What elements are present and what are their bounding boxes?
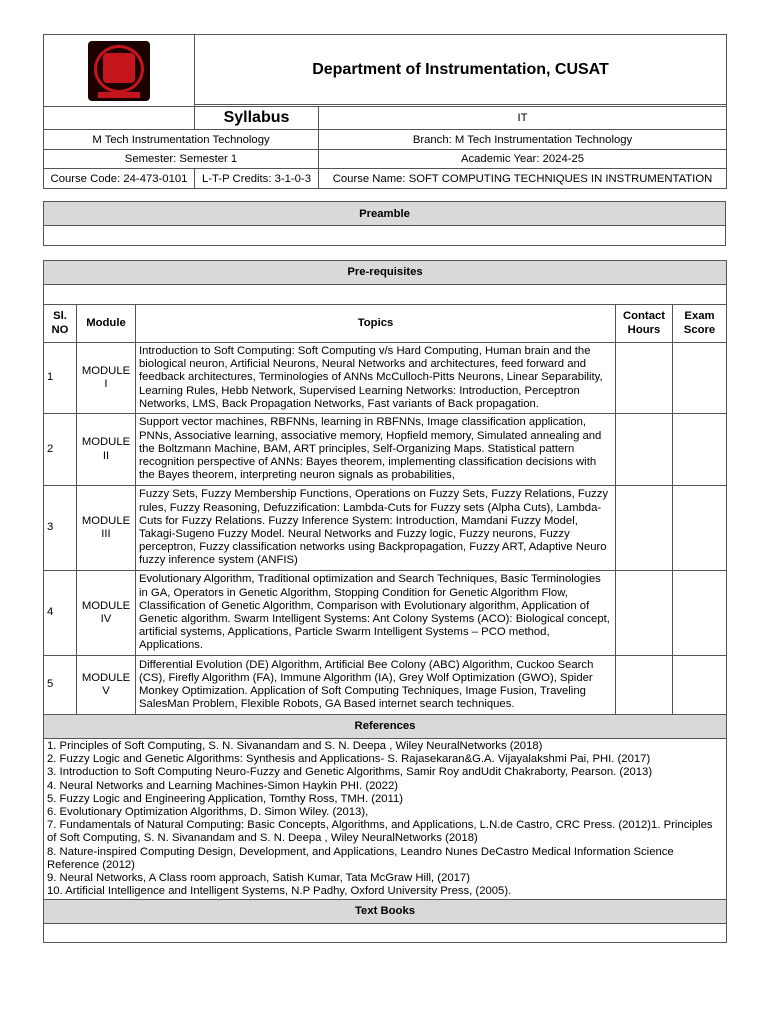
reference-item: 10. Artificial Intelligence and Intelligent Systems, N.P Padhy, Oxford University Press, (2005). [47,885,512,898]
module-row [44,571,727,656]
module-name: MODULE II [77,414,136,486]
academic-year: Academic Year: 2024-25 [319,150,727,169]
cusat-logo [88,41,150,101]
reference-item: 3. Introduction to Soft Computing Neuro-Fuzzy and Genetic Algorithms, Samir Roy andUdit Chakraborty, Pearson. (2013) [47,766,653,779]
module-name: MODULE IV [77,571,136,656]
module-name: MODULE III [77,486,136,571]
contact-hours [616,571,673,656]
module-row [44,414,727,486]
module-row [44,486,727,571]
textbooks-heading: Text Books [44,900,727,924]
prerequisites-body [44,285,727,305]
module-number: 3 [44,486,77,571]
module-name: MODULE I [77,343,136,414]
reference-item: 2. Fuzzy Logic and Genetic Algorithms: Synthesis and Applications- S. Rajasekaran&G.A. Vijayalakshmi Pai, PHI. (2017) [47,753,651,766]
prerequisites-heading: Pre-requisites [44,261,727,285]
reference-item: 5. Fuzzy Logic and Engineering Application, Tomthy Ross, TMH. (2011) [47,792,404,805]
module-topics: Differential Evolution (DE) Algorithm, Artificial Bee Colony (ABC) Algorithm, Cuckoo Search (CS), Firefly Algorithm (FA), Immune Algorithm (IA), Grey Wolf Optimization (GWO), Spider Monkey Optimization. Application of Soft Computing Techniques, Image Fusion, Traveling SalesMan Problem, Flexible Robots, GA Based internet search techniques. [136,656,616,715]
contact-hours [616,414,673,486]
course-name: Course Name: SOFT COMPUTING TECHNIQUES IN INSTRUMENTATION [319,169,727,189]
col-exam-score: Exam Score [673,305,727,343]
exam-score [673,656,727,715]
exam-score [673,414,727,486]
module-number: 4 [44,571,77,656]
references-list [44,739,727,900]
reference-item: 6. Evolutionary Optimization Algorithms, D. Simon Wiley. (2013), [47,806,369,819]
ltp-credits: L-T-P Credits: 3-1-0-3 [195,169,319,189]
module-number: 5 [44,656,77,715]
contact-hours [616,656,673,715]
it-label: IT [319,107,727,130]
col-sl-no: Sl. NO [44,305,77,343]
reference-item: 1. Principles of Soft Computing, S. N. Sivanandam and S. N. Deepa , Wiley NeuralNetworks (2018) [47,740,543,752]
exam-score [673,486,727,571]
module-topics: Introduction to Soft Computing: Soft Computing v/s Hard Computing, Human brain and the biological neuron, Artificial Neurons, Neural Networks and architectures, feed forward and feedback architectures, Terminologies of ANNs McCulloch-Pitts Neurons, Linear Separability, Learning Rules, Hebb Network, Supervised Learning Networks: Introduction, Perceptron Networks, LMS, Back Propagation Networks, Fast variants of Back propagation. [136,343,616,414]
course-code: Course Code: 24-473-0101 [44,169,195,189]
exam-score [673,571,727,656]
col-contact-hours: Contact Hours [616,305,673,343]
module-name: MODULE V [77,656,136,715]
col-module: Module [77,305,136,343]
syllabus-table [43,260,727,943]
contact-hours [616,486,673,571]
programme-name: M Tech Instrumentation Technology [44,130,319,150]
col-topics: Topics [136,305,616,343]
course-header-table [43,34,727,189]
preamble-table [43,201,726,246]
reference-item: 4. Neural Networks and Learning Machines-Simon Haykin PHI. (2022) [47,779,398,792]
exam-score [673,343,727,414]
syllabus-heading: Syllabus [195,107,319,130]
preamble-heading: Preamble [44,202,726,226]
module-row [44,343,727,414]
module-topics: Support vector machines, RBFNNs, learning in RBFNNs, Image classification application, PNNs, Associative learning, associative memory, Hopfield memory, Simulated annealing and the Boltzmann Machine, BAM, ART principles, Self-Organizing Maps. Statistical pattern recognition perspective of ANNs: Bayes theorem, implementing classification decisions with the Bayes theorem, interpreting neuron signals as probabilities, [136,414,616,486]
logo-cell [44,35,195,107]
module-number: 1 [44,343,77,414]
module-topics: Evolutionary Algorithm, Traditional optimization and Search Techniques, Basic Terminologies in GA, Operators in Genetic Algorithm, Stopping Condition for Genetic Algorithm Flow, Classification of Genetic Algorithm, Comparison with Evolutionary algorithm, Application of Genetic algorithm. Swarm Intelligent Systems: Ant Colony Systems (ACO): Biological concept, artificial systems, Applications, Particle Swarm Intelligent Systems – PCO method, Applications. [136,571,616,656]
contact-hours [616,343,673,414]
department-title: Department of Instrumentation, CUSAT [195,35,727,105]
branch-name: Branch: M Tech Instrumentation Technology [319,130,727,150]
references-heading: References [44,715,727,739]
module-number: 2 [44,414,77,486]
reference-item: 8. Nature-inspired Computing Design, Development, and Applications, Leandro Nunes DeCastro Medical Information Science Reference (2012) [47,845,674,871]
semester-label: Semester: Semester 1 [44,150,319,169]
logo-spacer [44,107,195,130]
preamble-body [44,226,726,246]
reference-item: 9. Neural Networks, A Class room approach, Satish Kumar, Tata McGraw Hill, (2017) [47,872,470,885]
textbooks-body [44,924,727,943]
module-topics: Fuzzy Sets, Fuzzy Membership Functions, Operations on Fuzzy Sets, Fuzzy Relations, Fuzzy rules, Fuzzy Reasoning, Defuzzification: Lambda-Cuts for Fuzzy sets (Alpha Cuts), Lambda-Cuts for Fuzzy Relations. Fuzzy Inference System: Introduction, Mamdani Fuzzy Model, Takagi-Sugeno Fuzzy Model. Neural Networks and Fuzzy logic, Fuzzy neurons, Fuzzy perceptron, Fuzzy classification networks using Backpropagation, Fuzzy ART, Adaptive Neuro fuzzy inference system (ANFIS) [136,486,616,571]
reference-item: 7. Fundamentals of Natural Computing: Basic Concepts, Algorithms, and Applications, L.N.de Castro, CRC Press. (2012)1. Principles of Soft Computing, S. N. Sivanandam and S. N. Deepa , Wiley NeuralNetworks (2018) [47,819,713,845]
module-row [44,656,727,715]
